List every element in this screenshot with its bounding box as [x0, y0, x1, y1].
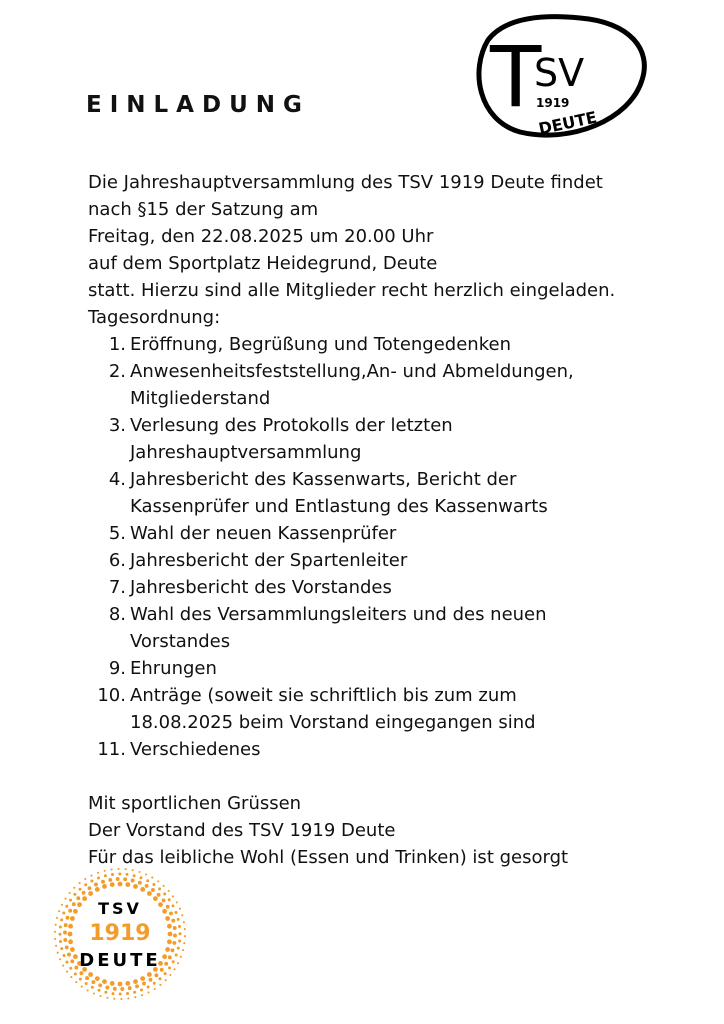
- logo-dot: [79, 882, 81, 884]
- logo-dot: [167, 939, 172, 944]
- logo-dot: [118, 868, 120, 870]
- logo-dot: [168, 898, 171, 901]
- agenda-item: [88, 520, 698, 547]
- logo-dot: [175, 911, 178, 914]
- logo-dot: [59, 940, 62, 943]
- logo-dot: [159, 977, 162, 980]
- logo-dot: [90, 880, 93, 883]
- logo-dot: [73, 887, 75, 889]
- agenda-text: Mitgliederstand: [130, 388, 271, 409]
- logo-dot: [153, 896, 158, 901]
- logo-dot: [167, 924, 172, 929]
- logo-dot: [62, 965, 64, 967]
- logo-dot: [74, 973, 77, 976]
- logo-dot: [181, 914, 183, 916]
- logo-dot: [177, 947, 180, 950]
- logo-dot: [67, 953, 71, 957]
- logo-dot: [164, 972, 167, 975]
- logo-dot: [118, 873, 121, 876]
- logo-dot: [166, 905, 170, 909]
- agenda-item: [88, 412, 698, 466]
- logo-dot: [152, 883, 155, 886]
- logo-dot: [59, 926, 62, 929]
- logo-dot: [65, 945, 69, 949]
- logo-dot: [104, 870, 106, 872]
- logo-dot: [125, 868, 127, 870]
- logo-dot: [98, 983, 102, 987]
- logo-dot: [75, 981, 77, 983]
- logo-dot: [60, 918, 63, 921]
- logo-dot: [62, 912, 65, 915]
- logo-dot: [111, 873, 114, 876]
- logo-dot: [169, 974, 171, 976]
- logo-dot: [168, 932, 173, 937]
- logo-dot: [162, 898, 166, 902]
- logo-dot: [66, 961, 69, 964]
- logo-dot: [87, 989, 89, 991]
- logo-dot: [93, 992, 95, 994]
- logo-dot: [172, 941, 176, 945]
- logo-dot: [168, 890, 170, 892]
- logo-dot: [68, 932, 73, 937]
- logo-dot: [64, 898, 66, 900]
- logo-dot: [68, 909, 72, 913]
- agenda-text: Anträge (soweit sie schriftlich bis zum zum: [130, 685, 517, 706]
- agenda-text: Ehrungen: [130, 658, 217, 679]
- logo-dot: [145, 884, 149, 888]
- agenda-heading: Tagesordnung:: [88, 307, 221, 328]
- agenda-text: Jahresbericht des Vorstandes: [130, 577, 392, 598]
- logo-dot: [151, 877, 153, 879]
- logo-dot: [125, 981, 130, 986]
- logo-dot: [140, 876, 143, 879]
- page-title: EINLADUNG: [86, 92, 310, 118]
- logo-top-t: T: [490, 28, 542, 126]
- logo-dot: [168, 966, 171, 969]
- logo-dot: [113, 987, 117, 991]
- logo-dot: [102, 979, 107, 984]
- logo-dot: [110, 981, 115, 986]
- logo-dot: [63, 931, 67, 935]
- logo-dot: [116, 877, 120, 881]
- logo-dot: [88, 972, 93, 977]
- logo-dot: [134, 996, 136, 998]
- logo-dot: [68, 939, 73, 944]
- logo-dot: [141, 994, 143, 996]
- logo-dot: [104, 991, 107, 994]
- logo-dot: [147, 891, 152, 896]
- agenda-item: [88, 331, 698, 358]
- logo-dot: [73, 893, 76, 896]
- logo-dot: [179, 908, 181, 910]
- agenda-text: Eröffnung, Begrüßung und Totengedenken: [130, 334, 511, 355]
- logo-dot: [119, 993, 122, 996]
- logo-dot: [95, 976, 100, 981]
- logo-dot: [85, 976, 89, 980]
- logo-dot: [56, 917, 58, 919]
- agenda-text: Jahreshauptversammlung: [130, 442, 362, 463]
- logo-dot: [140, 976, 145, 981]
- agenda-item: [88, 547, 698, 574]
- intro-line: Die Jahreshauptversammlung des TSV 1919 Deute findet: [88, 172, 603, 193]
- logo-dot: [59, 958, 61, 960]
- logo-dot: [70, 947, 75, 952]
- logo-dot: [60, 947, 63, 950]
- logo-dot: [131, 879, 135, 883]
- agenda-number: 2.: [108, 361, 126, 382]
- agenda-number: 5.: [108, 523, 126, 544]
- logo-dot: [91, 986, 94, 989]
- intro-line: auf dem Sportplatz Heidegrund, Deute: [88, 253, 438, 274]
- logo-dot: [184, 935, 186, 937]
- logo-dot: [69, 892, 71, 894]
- logo-dot: [69, 899, 72, 902]
- logo-dot: [153, 982, 156, 985]
- logo-dot: [84, 878, 86, 880]
- closing-line: Für das leibliche Wohl (Essen und Trinken) ist gesorgt: [88, 847, 569, 868]
- agenda-number: 9.: [108, 658, 126, 679]
- logo-dot: [183, 921, 185, 923]
- logo-dot: [126, 873, 129, 876]
- agenda-item: [88, 358, 698, 412]
- logo-dot: [97, 872, 99, 874]
- logo-dot: [147, 972, 152, 977]
- logo-dot: [74, 966, 78, 970]
- logo-dot: [97, 877, 100, 880]
- logo-dot: [176, 901, 178, 903]
- logo-dot: [132, 869, 134, 871]
- logo-dot: [120, 998, 122, 1000]
- logo-dot: [133, 991, 136, 994]
- logo-dot: [127, 997, 129, 999]
- logo-dot: [162, 909, 167, 914]
- logo-dot: [66, 971, 68, 973]
- logo-dot: [173, 934, 177, 938]
- logo-dot: [171, 919, 175, 923]
- logo-dot: [177, 962, 179, 964]
- logo-dot: [165, 947, 170, 952]
- logo-dot: [113, 998, 115, 1000]
- logo-dot: [72, 902, 76, 906]
- logo-dot: [111, 868, 113, 870]
- logo-dot: [70, 976, 72, 978]
- intro-line: nach §15 der Satzung am: [88, 199, 319, 220]
- agenda-text: Jahresbericht der Spartenleiter: [130, 550, 408, 571]
- agenda-item: [88, 601, 698, 655]
- logo-top-name: DEUTE: [536, 107, 599, 139]
- logo-dot: [98, 989, 101, 992]
- logo-dot: [175, 954, 178, 957]
- logo-dot: [94, 883, 98, 887]
- logo-dot: [179, 932, 182, 935]
- logo-dot: [157, 880, 159, 882]
- logo-dot: [159, 984, 161, 986]
- logo-dot: [82, 896, 87, 901]
- logo-dot: [106, 997, 108, 999]
- tsv-logo-top: [460, 10, 650, 140]
- closing-line: Der Vorstand des TSV 1919 Deute: [88, 820, 396, 841]
- agenda-text: Wahl der neuen Kassenprüfer: [130, 523, 397, 544]
- logo-dot: [73, 909, 78, 914]
- logo-dot: [110, 882, 115, 887]
- logo-dot: [138, 871, 140, 873]
- logo-dot: [104, 874, 107, 877]
- logo-dot: [85, 982, 88, 985]
- agenda-text: 18.08.2025 beim Vorstand eingegangen sind: [130, 712, 536, 733]
- logo-dot: [178, 925, 181, 928]
- logo-bottom-year: 1919: [89, 921, 151, 946]
- agenda-item: [88, 574, 698, 601]
- logo-dot: [163, 893, 166, 896]
- agenda-text: Wahl des Versammlungsleiters und des neuen: [130, 604, 547, 625]
- logo-dot: [101, 880, 105, 884]
- logo-dot: [171, 948, 175, 952]
- logo-dot: [162, 954, 167, 959]
- agenda-text: Anwesenheitsfeststellung,An- und Abmeldungen,: [130, 361, 574, 382]
- agenda-number: 11.: [97, 739, 126, 760]
- logo-dot: [65, 905, 68, 908]
- logo-dot: [146, 879, 149, 882]
- logo-dot: [126, 992, 129, 995]
- logo-dot: [151, 888, 155, 892]
- agenda-list: [88, 331, 698, 763]
- logo-dot: [133, 874, 136, 877]
- logo-dot: [59, 933, 62, 936]
- logo-dot: [184, 928, 186, 930]
- logo-dot: [158, 902, 163, 907]
- logo-dot: [61, 904, 63, 906]
- agenda-number: 7.: [108, 577, 126, 598]
- logo-dot: [172, 895, 174, 897]
- logo-dot: [178, 940, 181, 943]
- logo-dot: [183, 942, 185, 944]
- logo-dot: [69, 967, 72, 970]
- logo-dot: [91, 980, 95, 984]
- agenda-text: Verschiedenes: [130, 739, 261, 760]
- agenda-item: [88, 466, 698, 520]
- logo-dot: [154, 988, 156, 990]
- logo-top-year: 1919: [536, 96, 570, 110]
- logo-dot: [140, 989, 143, 992]
- agenda-number: 3.: [108, 415, 126, 436]
- logo-dot: [58, 910, 60, 912]
- logo-dot: [169, 911, 173, 915]
- invitation-body: [88, 169, 698, 871]
- agenda-item: [88, 655, 698, 682]
- logo-dot: [79, 971, 83, 975]
- logo-dot: [54, 938, 56, 940]
- intro-line: Freitag, den 22.08.2025 um 20.00 Uhr: [88, 226, 434, 247]
- logo-dot: [177, 918, 180, 921]
- logo-dot: [125, 882, 130, 887]
- agenda-item: [88, 736, 698, 763]
- agenda-text: Vorstandes: [130, 631, 231, 652]
- logo-dot: [133, 884, 138, 889]
- logo-dot: [165, 979, 167, 981]
- agenda-number: 8.: [108, 604, 126, 625]
- logo-dot: [157, 893, 161, 897]
- agenda-item: [88, 682, 698, 736]
- logo-dot: [55, 924, 57, 926]
- logo-dot: [163, 885, 165, 887]
- logo-dot: [158, 887, 161, 890]
- logo-dot: [172, 960, 175, 963]
- logo-dot: [64, 923, 68, 927]
- logo-dot: [165, 916, 170, 921]
- agenda-number: 10.: [97, 685, 126, 706]
- tsv-logo-bottom: [50, 862, 190, 1002]
- logo-dot: [55, 945, 57, 947]
- logo-dot: [128, 986, 132, 990]
- logo-dot: [145, 873, 147, 875]
- logo-dot: [142, 982, 146, 986]
- logo-dot: [79, 888, 82, 891]
- logo-bottom-tsv: TSV: [98, 899, 142, 918]
- logo-dot: [173, 926, 177, 930]
- logo-dot: [57, 952, 59, 954]
- logo-bottom-name: DEUTE: [79, 950, 161, 971]
- logo-dot: [99, 995, 101, 997]
- agenda-number: 6.: [108, 550, 126, 571]
- logo-dot: [118, 882, 123, 887]
- logo-dot: [63, 938, 67, 942]
- logo-dot: [172, 904, 175, 907]
- agenda-text: Kassenprüfer und Entlastung des Kassenwarts: [130, 496, 548, 517]
- logo-dot: [120, 987, 124, 991]
- logo-dot: [133, 979, 138, 984]
- logo-dot: [118, 982, 123, 987]
- logo-dot: [79, 978, 82, 981]
- logo-dot: [76, 896, 80, 900]
- logo-dot: [63, 954, 66, 957]
- agenda-text: Jahresbericht des Kassenwarts, Bericht der: [130, 469, 517, 490]
- logo-dot: [164, 962, 168, 966]
- logo-dot: [180, 956, 182, 958]
- logo-dot: [68, 924, 73, 929]
- logo-dot: [182, 949, 184, 951]
- logo-dot: [108, 878, 112, 882]
- logo-dot: [173, 968, 175, 970]
- logo-dot: [123, 877, 127, 881]
- logo-dot: [154, 973, 158, 977]
- logo-dot: [90, 875, 92, 877]
- logo-dot: [140, 887, 145, 892]
- logo-dot: [70, 916, 75, 921]
- logo-dot: [105, 986, 109, 990]
- logo-dot: [54, 931, 56, 933]
- logo-dot: [81, 986, 83, 988]
- logo-dot: [82, 891, 86, 895]
- logo-dot: [168, 955, 172, 959]
- logo-top-sv: SV: [534, 51, 585, 95]
- logo-dot: [73, 954, 78, 959]
- logo-dot: [102, 884, 107, 889]
- logo-dot: [66, 916, 70, 920]
- logo-dot: [70, 959, 74, 963]
- logo-dot: [95, 887, 100, 892]
- agenda-text: Verlesung des Protokolls der letzten: [130, 415, 453, 436]
- agenda-number: 4.: [108, 469, 126, 490]
- logo-dot: [135, 984, 139, 988]
- logo-dot: [88, 891, 93, 896]
- closing-line: Mit sportlichen Grüssen: [88, 793, 302, 814]
- logo-dot: [112, 992, 115, 995]
- logo-dot: [84, 883, 87, 886]
- logo-dot: [138, 881, 142, 885]
- logo-dot: [147, 986, 150, 989]
- logo-dot: [77, 902, 82, 907]
- logo-dot: [147, 991, 149, 993]
- logo-dot: [88, 886, 92, 890]
- intro-line: statt. Hierzu sind alle Mitglieder recht herzlich eingeladen.: [88, 280, 616, 301]
- agenda-number: 1.: [108, 334, 126, 355]
- logo-dot: [149, 978, 153, 982]
